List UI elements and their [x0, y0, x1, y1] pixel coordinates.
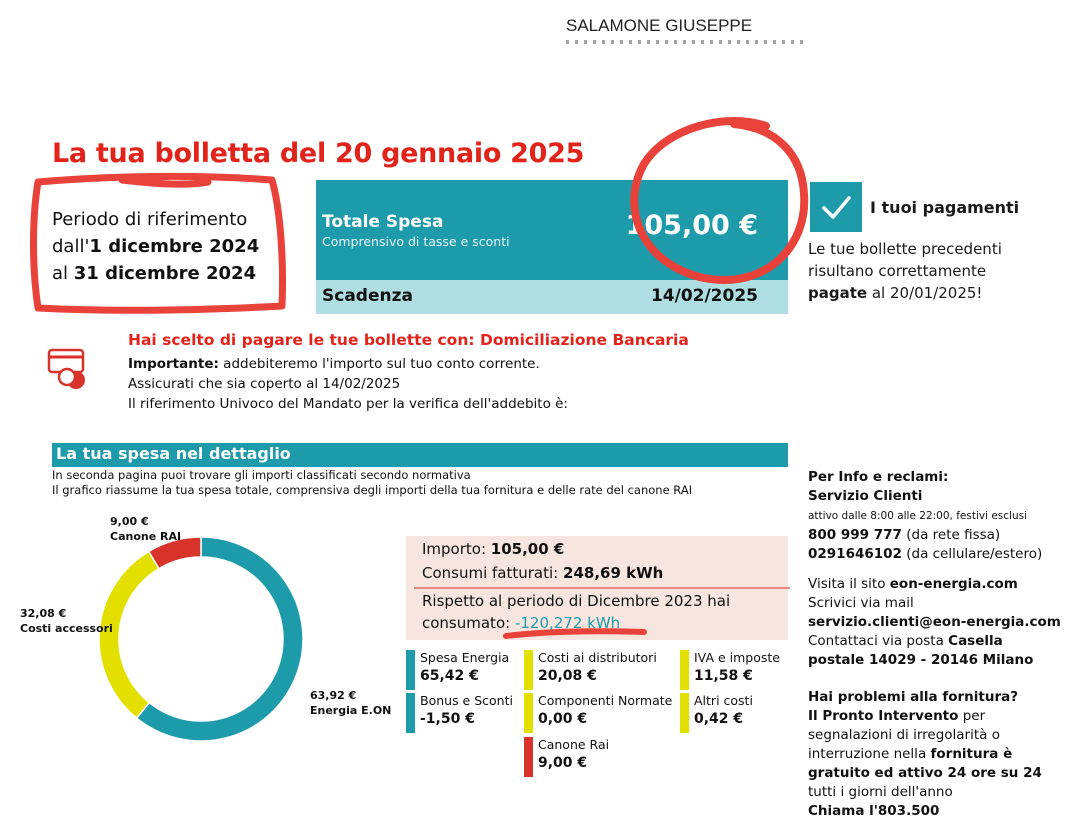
emergency-text-5: tutti i giorni dell'anno	[808, 784, 953, 800]
emergency-info	[808, 688, 1070, 821]
breakdown-iva-imposte: IVA e imposte 11,58 €	[680, 650, 840, 690]
period-to-date: 31 dicembre 2024	[73, 263, 257, 284]
total-sublabel: Comprensivo di tasse e sconti	[322, 234, 510, 249]
emergency-text-3: interruzione nella fornitura è	[808, 746, 1013, 762]
hand-drawn-underline-annotation	[500, 624, 650, 644]
payment-important-note: Importante: addebiteremo l'importo sul tuo conto corrente.	[128, 356, 540, 372]
label-canone-rai: 9,00 € Canone RAI	[110, 515, 182, 543]
swatch	[524, 737, 533, 777]
due-date: 14/02/2025	[650, 286, 758, 306]
spending-donut-chart	[96, 534, 306, 744]
info-post: Contattaci via posta Casella	[808, 633, 1003, 649]
info-phone-mobile: 0291646102 (da cellulare/estero)	[808, 546, 1043, 562]
label-energia-eon: 63,92 € Energia E.ON	[310, 689, 392, 717]
info-website: Visita il sito eon-energia.com	[808, 576, 1018, 592]
swatch	[680, 693, 689, 733]
emergency-call: Chiama l'803.500	[808, 803, 940, 819]
payments-status-bold: pagate	[808, 284, 868, 302]
page-title: La tua bolletta del 20 gennaio 2025	[52, 138, 585, 169]
period-from-date: 1 dicembre 2024	[89, 236, 260, 257]
summary-compare-text: Rispetto al periodo di Dicembre 2023 hai	[422, 592, 731, 610]
customer-service-info	[808, 468, 1070, 564]
customer-address-cropped	[566, 38, 806, 46]
emergency-text-2: segnalazioni di irregolarità o	[808, 727, 1000, 743]
breakdown-canone-rai: Canone Rai 9,00 €	[524, 737, 684, 777]
summary-divider	[414, 587, 790, 589]
check-icon	[810, 182, 862, 232]
info-hours: attivo dalle 8:00 alle 22:00, festivi esclusi	[808, 510, 1028, 522]
swatch	[406, 650, 415, 690]
hand-drawn-rectangle-annotation	[26, 168, 290, 318]
summary-compare-value: consumato: -120,272 kWh	[422, 614, 621, 632]
summary-amount: Importo: 105,00 €	[422, 540, 565, 558]
payments-title: I tuoi pagamenti	[870, 198, 1020, 217]
emergency-text-4: gratuito ed attivo 24 ore su 24	[808, 765, 1042, 781]
label-costi-accessori: 32,08 € Costi accessori	[20, 607, 113, 635]
swatch	[680, 650, 689, 690]
period-to: al 31 dicembre 2024	[52, 263, 257, 284]
emergency-question: Hai problemi alla fornitura?	[808, 689, 1019, 705]
due-label: Scadenza	[322, 286, 413, 306]
emergency-service: Il Pronto Intervento per	[808, 708, 986, 724]
website-link[interactable]: eon-energia.com	[889, 576, 1018, 592]
payment-coverage-note: Assicurati che sia coperto al 14/02/2025	[128, 376, 401, 392]
breakdown-bonus-sconti: Bonus e Sconti -1,50 €	[406, 693, 566, 733]
info-phone-landline: 800 999 777 (da rete fissa)	[808, 527, 1001, 543]
payments-status: Le tue bollette precedenti risultano correttamente pagate al 20/01/2025!	[808, 240, 1002, 302]
detail-title: La tua spesa nel dettaglio	[56, 444, 291, 463]
period-from: dall'1 dicembre 2024	[52, 236, 260, 257]
breakdown-costi-distributori: Costi ai distributori 20,08 €	[524, 650, 684, 690]
payment-mandate-note: Il riferimento Univoco del Mandato per la verifica dell'addebito è:	[128, 396, 568, 412]
card-coins-icon	[46, 346, 94, 392]
hand-drawn-circle-annotation	[616, 114, 816, 290]
email-link[interactable]: servizio.clienti@eon-energia.com	[808, 614, 1061, 630]
summary-consumption: Consumi fatturati: 248,69 kWh	[422, 564, 664, 582]
info-post-address: postale 14029 - 20146 Milano	[808, 652, 1034, 668]
swatch	[524, 693, 533, 733]
consumption-delta: -120,272 kWh	[514, 614, 621, 632]
detail-note-1: In seconda pagina puoi trovare gli importi classificati secondo normativa	[52, 468, 471, 482]
swatch	[406, 693, 415, 733]
info-service: Servizio Clienti	[808, 488, 923, 504]
total-amount: 105,00 €	[625, 210, 758, 241]
breakdown-componenti-normate: Componenti Normate 0,00 €	[524, 693, 684, 733]
detail-section-header	[52, 443, 788, 467]
detail-note-2: Il grafico riassume la tua spesa totale, comprensiva degli importi della tua fornitura e delle rate del canone RAI	[52, 483, 693, 497]
total-label: Totale Spesa	[322, 212, 444, 232]
breakdown-spesa-energia: Spesa Energia 65,42 €	[406, 650, 566, 690]
contact-info	[808, 575, 1070, 670]
info-title: Per Info e reclami:	[808, 469, 949, 485]
period-label: Periodo di riferimento	[52, 209, 248, 230]
swatch	[524, 650, 533, 690]
payment-method-title: Hai scelto di pagare le tue bollette con: Domiciliazione Bancaria	[128, 331, 689, 349]
info-mail-line: Scrivici via mail	[808, 595, 914, 611]
customer-name: SALAMONE GIUSEPPE	[566, 16, 753, 35]
breakdown-altri-costi: Altri costi 0,42 €	[680, 693, 840, 733]
